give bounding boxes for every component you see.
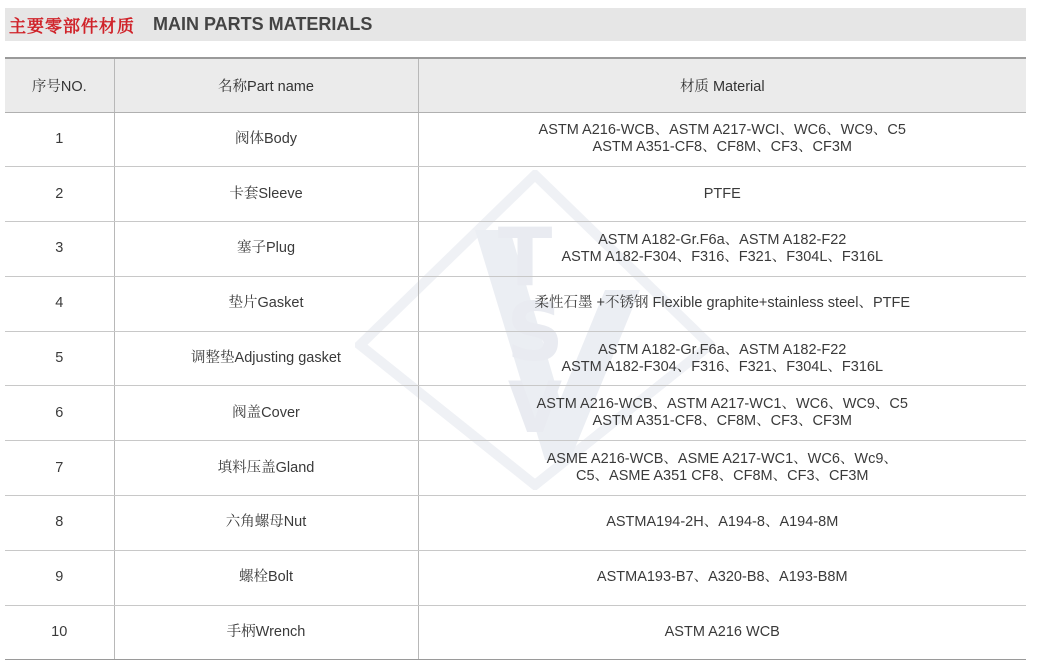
material-line: ASME A216-WCB、ASME A217-WC1、WC6、Wc9、 <box>546 451 898 468</box>
cell-material <box>418 386 1026 441</box>
cell-material <box>418 276 1026 331</box>
table-row <box>5 386 1026 441</box>
material-line: ASTM A182-F304、F316、F321、F304L、F316L <box>561 248 884 265</box>
table-row <box>5 222 1026 277</box>
cell-material <box>418 331 1026 386</box>
cell-part-name: 六角螺母Nut <box>114 496 418 551</box>
cell-part-name: 阀盖Cover <box>114 386 418 441</box>
cell-part-name: 手柄Wrench <box>114 605 418 660</box>
section-title-en: MAIN PARTS MATERIALS <box>153 14 373 34</box>
table-row <box>5 167 1026 222</box>
material-line: ASTM A216-WCB、ASTM A217-WCI、WC6、WC9、C5 <box>538 122 906 139</box>
cell-material <box>418 550 1026 605</box>
cell-no: 9 <box>5 550 114 605</box>
material-line: ASTM A182-F304、F316、F321、F304L、F316L <box>561 358 884 375</box>
column-header-material: 材质 Material <box>418 58 1026 112</box>
cell-part-name: 螺栓Bolt <box>114 550 418 605</box>
material-line: PTFE <box>703 185 741 202</box>
table-row <box>5 331 1026 386</box>
table-row <box>5 605 1026 660</box>
cell-material <box>418 441 1026 496</box>
section-header <box>5 8 1026 41</box>
material-line: ASTM A216-WCB、ASTM A217-WC1、WC6、WC9、C5 <box>536 396 908 413</box>
column-header-no: 序号NO. <box>5 58 114 112</box>
table-row <box>5 496 1026 551</box>
table-row <box>5 441 1026 496</box>
material-line: ASTMA193-B7、A320-B8、A193-B8M <box>596 569 848 586</box>
material-line: ASTM A216 WCB <box>664 624 780 641</box>
cell-no: 5 <box>5 331 114 386</box>
cell-no: 6 <box>5 386 114 441</box>
watermark-letter-s: S <box>506 286 564 379</box>
column-header-part-name: 名称Part name <box>114 58 418 112</box>
material-line: ASTM A351-CF8、CF8M、CF3、CF3M <box>592 139 852 156</box>
cell-material <box>418 496 1026 551</box>
cell-no: 7 <box>5 441 114 496</box>
cell-part-name: 垫片Gasket <box>114 276 418 331</box>
cell-no: 1 <box>5 112 114 167</box>
material-line: ASTM A182-Gr.F6a、ASTM A182-F22 <box>598 341 847 358</box>
parts-materials-table <box>5 57 1026 660</box>
cell-no: 2 <box>5 167 114 222</box>
cell-part-name: 填料压盖Gland <box>114 441 418 496</box>
cell-no: 3 <box>5 222 114 277</box>
cell-part-name: 调整垫Adjusting gasket <box>114 331 418 386</box>
cell-material <box>418 605 1026 660</box>
cell-no: 4 <box>5 276 114 331</box>
table-body <box>5 112 1026 660</box>
cell-no: 10 <box>5 605 114 660</box>
material-line: ASTM A351-CF8、CF8M、CF3、CF3M <box>592 413 852 430</box>
cell-material <box>418 222 1026 277</box>
watermark-letter-t: T <box>497 211 553 304</box>
cell-material <box>418 167 1026 222</box>
cell-part-name: 塞子Plug <box>114 222 418 277</box>
material-line: 柔性石墨 +不锈钢 Flexible graphite+stainless steel、PTFE <box>534 295 910 312</box>
table-row <box>5 112 1026 167</box>
material-line: ASTMA194-2H、A194-8、A194-8M <box>606 514 839 531</box>
cell-no: 8 <box>5 496 114 551</box>
cell-part-name: 阀体Body <box>114 112 418 167</box>
cell-material <box>418 112 1026 167</box>
material-line: ASTM A182-Gr.F6a、ASTM A182-F22 <box>598 231 847 248</box>
table-row <box>5 276 1026 331</box>
cell-part-name: 卡套Sleeve <box>114 167 418 222</box>
material-line: C5、ASME A351 CF8、CF8M、CF3、CF3M <box>576 468 869 485</box>
table-header-row <box>5 58 1026 112</box>
table-row <box>5 550 1026 605</box>
watermark-letter-v: V <box>507 367 563 449</box>
section-title-cn: 主要零部件材质 <box>9 17 135 36</box>
